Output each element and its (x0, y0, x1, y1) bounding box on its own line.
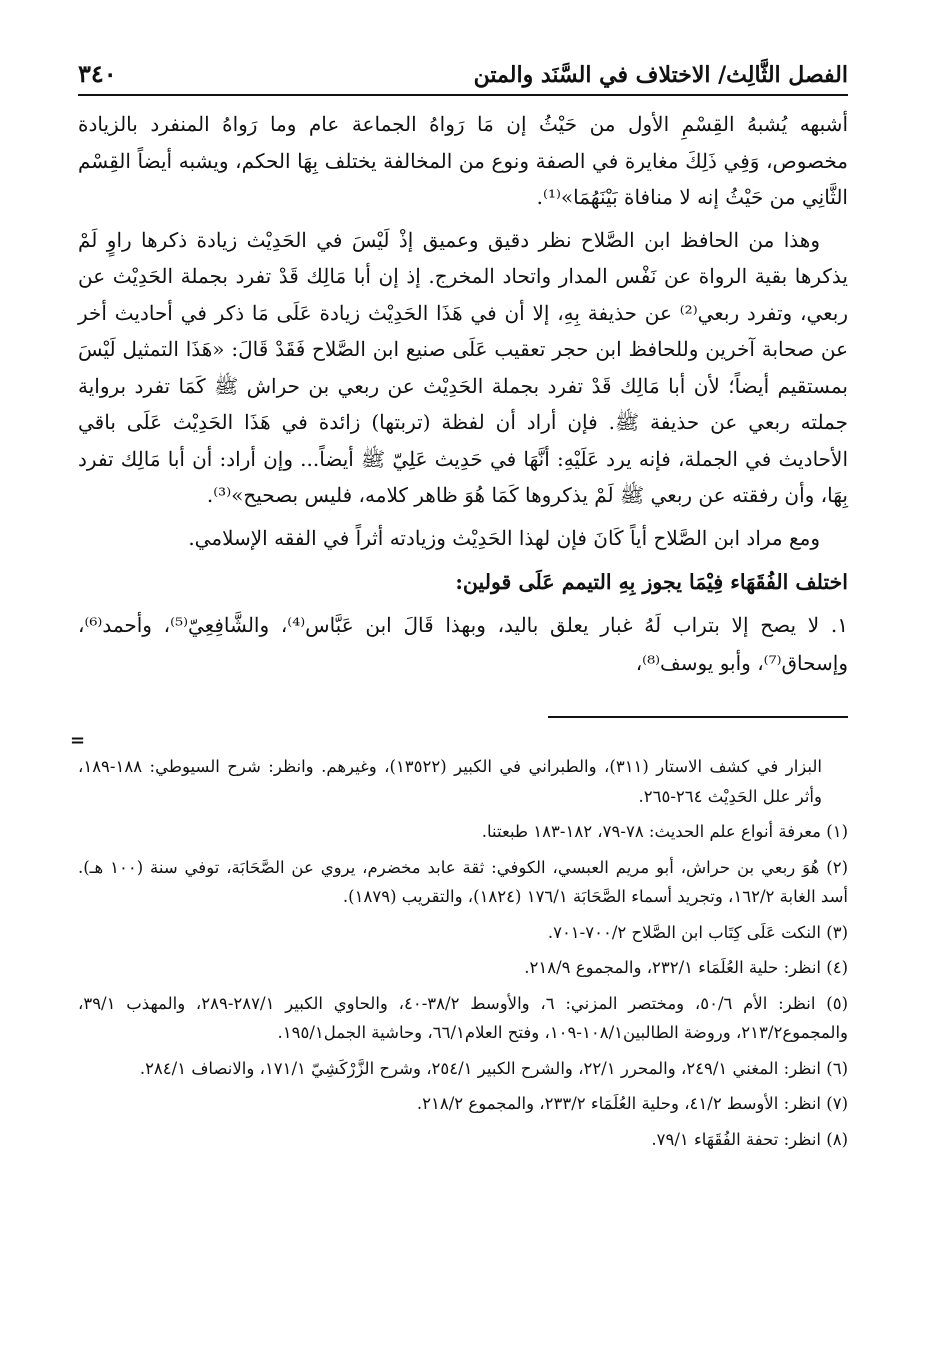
footnote-7: (٧) انظر: الأوسط ٤١/٢، وحلية العُلَمَاء ٢٣٣/٢، والمجموع ٢١٨/٢. (416, 1094, 848, 1113)
paragraph-1: أشبهه يُشبهُ القِسْمِ الأول من حَيْثُ إن مَا رَواهُ الجماعة عام وما رَواهُ المنفرد بالزيادة مخصوص، وَفِي ذَلِكَ مغايرة في الصفة ونوع من المخالفة يختلف بِهَا الحكم، ويشبه أيضاً القِسْم الثَّانِي من حَيْثُ إنه لا منافاة بَيْنَهُمَا»⁽¹⁾. (78, 112, 848, 209)
list-item-1: ١. لا يصح إلا بتراب لَهُ غبار يعلق باليد، وبهذا قَالَ ابن عَبَّاس⁽⁴⁾، والشَّافِعِيّ⁽⁵⁾، وأحمد⁽⁶⁾، وإسحاق⁽⁷⁾، وأبو يوسف⁽⁸⁾، (78, 613, 849, 675)
footnote-6: (٦) انظر: المغني ٢٤٩/١، والمحرر ٢٢/١، والشرح الكبير ٢٥٤/١، وشرح الزَّرْكَشِيّ ١٧١/١، والانصاف ٢٨٤/١. (139, 1058, 848, 1078)
main-text (78, 106, 848, 682)
footnote-continuation: البزار في كشف الاستار (٣١١)، والطبراني في الكبير (١٣٥٢٢)، وغيرهم. وانظر: شرح السيوطي: ١٨٨-١٨٩، وأثر علل الحَدِيْث ٢٦٤-٢٦٥. (78, 757, 823, 806)
chapter-title: الفصل الثَّالِث/ الاختلاف في السَّنَد والمتن (473, 62, 848, 88)
footnote-separator (548, 716, 848, 718)
footnote-5: (٥) انظر: الأم ٥٠/٦، ومختصر المزني: ٦، والأوسط ٣٨/٢-٤٠، والحاوي الكبير ٢٨٧/١-٢٨٩، والمهذب ٣٩/١، والمجموع٢١٣/٢، وروضة الطالبين١٠٨/١-١٠٩، وفتح العلام٦٦/١، وحاشية الجمل١٩٥/١. (78, 993, 848, 1042)
section-heading: اختلف الفُقَهَاء فِيْمَا يجوز بِهِ التيمم عَلَى قولين: (455, 570, 848, 594)
page-header (78, 48, 848, 96)
footnotes (78, 752, 848, 1154)
footnote-3: (٣) النكت عَلَى كِتَاب ابن الصَّلاح ٧٠٠/٢-٧٠١. (547, 922, 848, 942)
footnote-8: (٨) انظر: تحفة الفُقَهَاء ٧٩/١. (651, 1129, 848, 1149)
footnote-separator-area (70, 682, 848, 751)
paragraph-2: وهذا من الحافظ ابن الصَّلاح نظر دقيق وعميق إذْ لَيْسَ في الحَدِيْث زيادة ذكرها راوٍ لَمْ يذكرها بقية الرواة عن نَفْس المدار واتحاد المخرج. إذ إن أبا مَالِك قَدْ تفرد بجملة الحَدِيْث عن ربعي، وتفرد ربعي⁽²⁾ عن حذيفة بِهِ، إلا أن في هَذَا الحَدِيْث زيادة عَلَى مَا ذكر في أحاديث أخر عن صحابة آخرين وللحافظ ابن حجر تعقيب عَلَى صنيع ابن الصَّلاح فَقَدْ قَالَ: «هَذَا التمثيل لَيْسَ بمستقيم أيضاً؛ لأن أبا مَالِك قَدْ تفرد بجملة الحَدِيْث عن ربعي بن حراش ﷺ كَمَا تفرد برواية جملته ربعي عن حذيفة ﷺ. فإن أراد أن لفظة (تربتها) زائدة في هَذَا الحَدِيْث عَلَى باقي الأحاديث في الجملة، فإنه يرد عَلَيْهِ: أنَّهَا في حَدِيث عَلِيّ ﷺ أيضاً... وإن أراد: أن أبا مَالِك تفرد بِهَا، وأن رفقته عن ربعي ﷺ لَمْ يذكروها كَمَا هُوَ ظاهر كلامه، فليس بصحيح»⁽³⁾. (78, 227, 848, 507)
footnote-1: (١) معرفة أنواع علم الحديث: ٧٨-٧٩، ١٨٢-١٨٣ طبعتنا. (481, 822, 848, 841)
paragraph-3: ومع مراد ابن الصَّلاح أياً كَانَ فإن لهذا الحَدِيْث وزيادته أثراً في الفقه الإسلامي. (188, 525, 820, 550)
page-number: ٣٤٠ (78, 59, 117, 88)
dash-mark: = (70, 730, 86, 751)
footnote-4: (٤) انظر: حلية العُلَمَاء ٢٣٢/١، والمجموع ٢١٨/٩. (524, 958, 848, 977)
footnote-2: (٢) هُوَ ربعي بن حراش، أبو مريم العبسي، الكوفي: ثقة عابد مخضرم، يروي عن الصَّحَابَة، توفي سنة (١٠٠ هـ). أسد الغابة ١٦٢/٢، وتجريد أسماء الصَّحَابَة ١٧٦/١ (١٨٢٤)، والتقريب (١٨٧٩). (78, 857, 848, 906)
